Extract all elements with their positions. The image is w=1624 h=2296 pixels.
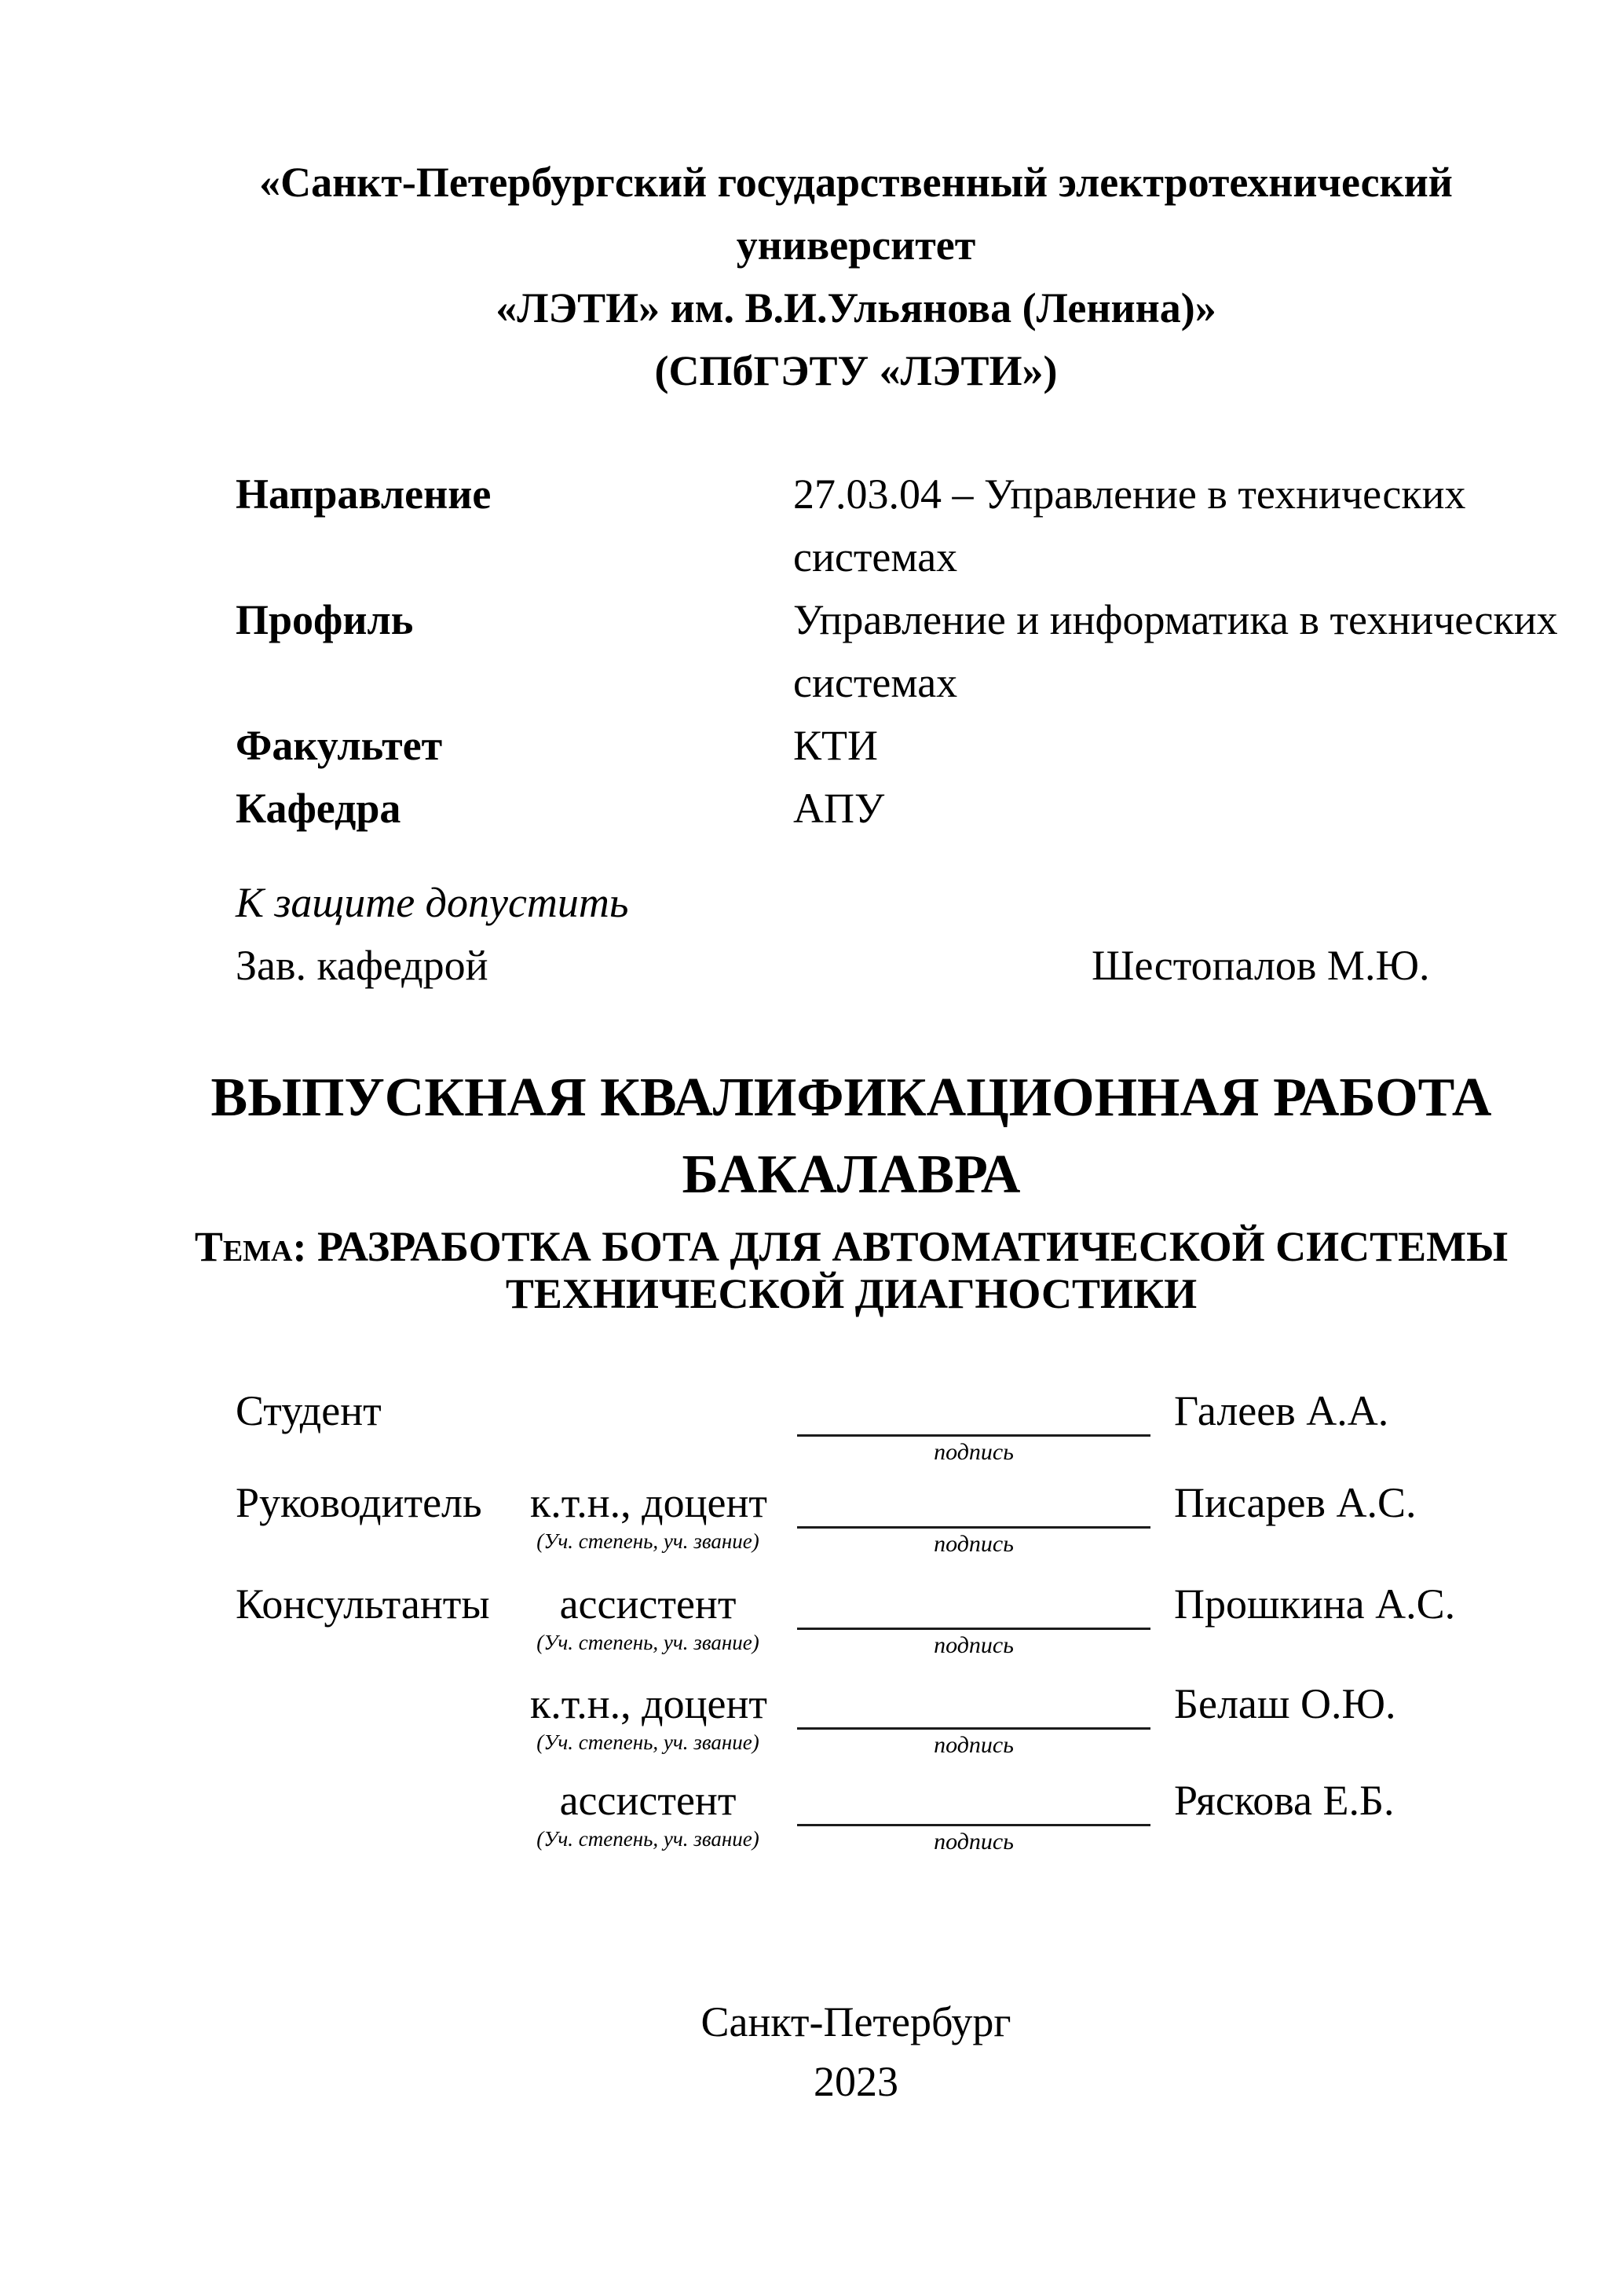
field-value-line: 27.03.04 – Управление в технических xyxy=(793,471,1466,518)
signature-name: Белаш О.Ю. xyxy=(1174,1680,1396,1727)
university-line: университет xyxy=(736,222,976,269)
degree-text: к.т.н., доцент xyxy=(530,1479,768,1526)
signature-row-supervisor xyxy=(236,1481,1508,1575)
signature-line-area xyxy=(797,1682,1150,1760)
signature-line-area xyxy=(797,1389,1150,1467)
footer-city: Санкт-Петербург xyxy=(700,1998,1011,2045)
field-label: Кафедра xyxy=(236,785,401,832)
work-title-line: ВЫПУСКНАЯ КВАЛИФИКАЦИОННАЯ РАБОТА xyxy=(210,1067,1492,1128)
field-value-line: АПУ xyxy=(793,785,885,832)
field-value xyxy=(793,463,1508,588)
signature-line xyxy=(797,1434,1150,1437)
field-label: Факультет xyxy=(236,722,443,769)
field-label: Профиль xyxy=(236,596,414,643)
signature-line xyxy=(797,1526,1150,1529)
admission-note: К защите допустить xyxy=(236,879,629,926)
university-line: (СПбГЭТУ «ЛЭТИ») xyxy=(654,347,1058,394)
field-value xyxy=(793,714,1508,777)
signature-name: Ряскова Е.Б. xyxy=(1174,1777,1395,1824)
signature-line xyxy=(797,1628,1150,1630)
theme-prefix: Тема: xyxy=(194,1223,307,1270)
signature-name: Прошкина А.С. xyxy=(1174,1580,1456,1628)
degree-caption: (Уч. степень, уч. звание) xyxy=(536,1631,759,1654)
signature-degree xyxy=(530,1778,766,1851)
degree-caption: (Уч. степень, уч. звание) xyxy=(536,1529,759,1553)
signature-caption: подпись xyxy=(934,1732,1014,1758)
field-label: Направление xyxy=(236,471,492,518)
signature-line-area xyxy=(797,1481,1150,1558)
field-faculty xyxy=(236,714,1508,777)
university-header xyxy=(236,151,1476,402)
footer-year: 2023 xyxy=(814,2058,898,2105)
theme-line xyxy=(152,1223,1550,1270)
admission-name: Шестопалов М.Ю. xyxy=(1092,942,1430,989)
signature-role: Консультанты xyxy=(236,1580,490,1628)
signature-caption: подпись xyxy=(934,1531,1014,1557)
field-profile xyxy=(236,588,1558,714)
degree-caption: (Уч. степень, уч. звание) xyxy=(536,1730,759,1754)
field-value-line: Управление и информатика в технических xyxy=(793,596,1558,643)
field-value-line: системах xyxy=(793,533,958,580)
signature-role: Руководитель xyxy=(236,1479,482,1526)
signature-row-consultant-3 xyxy=(236,1778,1508,1873)
signature-role: Студент xyxy=(236,1387,382,1434)
work-title-line: БАКАЛАВРА xyxy=(682,1144,1021,1205)
signature-degree xyxy=(530,1582,766,1654)
signature-name: Писарев А.С. xyxy=(1174,1479,1417,1526)
field-value-line: системах xyxy=(793,659,958,706)
signature-line-area xyxy=(797,1778,1150,1856)
signature-caption: подпись xyxy=(934,1439,1014,1465)
university-line: «Санкт-Петербургский государственный электротехнический xyxy=(259,159,1453,206)
degree-caption: (Уч. степень, уч. звание) xyxy=(536,1827,759,1851)
field-value-line: КТИ xyxy=(793,722,878,769)
footer xyxy=(236,1992,1476,2111)
theme-line: ТЕХНИЧЕСКОЙ ДИАГНОСТИКИ xyxy=(505,1270,1198,1317)
theme-text: РАЗРАБОТКА БОТА ДЛЯ АВТОМАТИЧЕСКОЙ СИСТЕМЫ xyxy=(316,1223,1509,1270)
degree-text: ассистент xyxy=(559,1777,737,1824)
signature-caption: подпись xyxy=(934,1632,1014,1658)
field-value xyxy=(793,588,1558,714)
program-fields xyxy=(236,463,1558,840)
signature-row-consultant-2 xyxy=(236,1682,1508,1776)
signature-row-consultant-1 xyxy=(236,1582,1508,1676)
theme-block xyxy=(152,1223,1550,1317)
signature-line xyxy=(797,1824,1150,1826)
degree-text: к.т.н., доцент xyxy=(530,1680,768,1727)
field-chair xyxy=(236,777,1508,840)
admission-block xyxy=(236,871,1476,997)
admission-role: Зав. кафедрой xyxy=(236,942,488,989)
signature-degree xyxy=(530,1682,766,1754)
signature-name: Галеев А.А. xyxy=(1174,1387,1389,1434)
admission-row xyxy=(236,934,1476,997)
signature-line-area xyxy=(797,1582,1150,1660)
signature-degree xyxy=(530,1481,766,1553)
signature-degree xyxy=(530,1389,766,1393)
university-line: «ЛЭТИ» им. В.И.Ульянова (Ленина)» xyxy=(496,284,1216,331)
signature-row-student xyxy=(236,1389,1508,1483)
signature-caption: подпись xyxy=(934,1829,1014,1855)
signature-line xyxy=(797,1727,1150,1730)
degree-text: ассистент xyxy=(559,1580,737,1628)
work-title xyxy=(152,1060,1550,1214)
field-value xyxy=(793,777,1508,840)
field-direction xyxy=(236,463,1508,588)
